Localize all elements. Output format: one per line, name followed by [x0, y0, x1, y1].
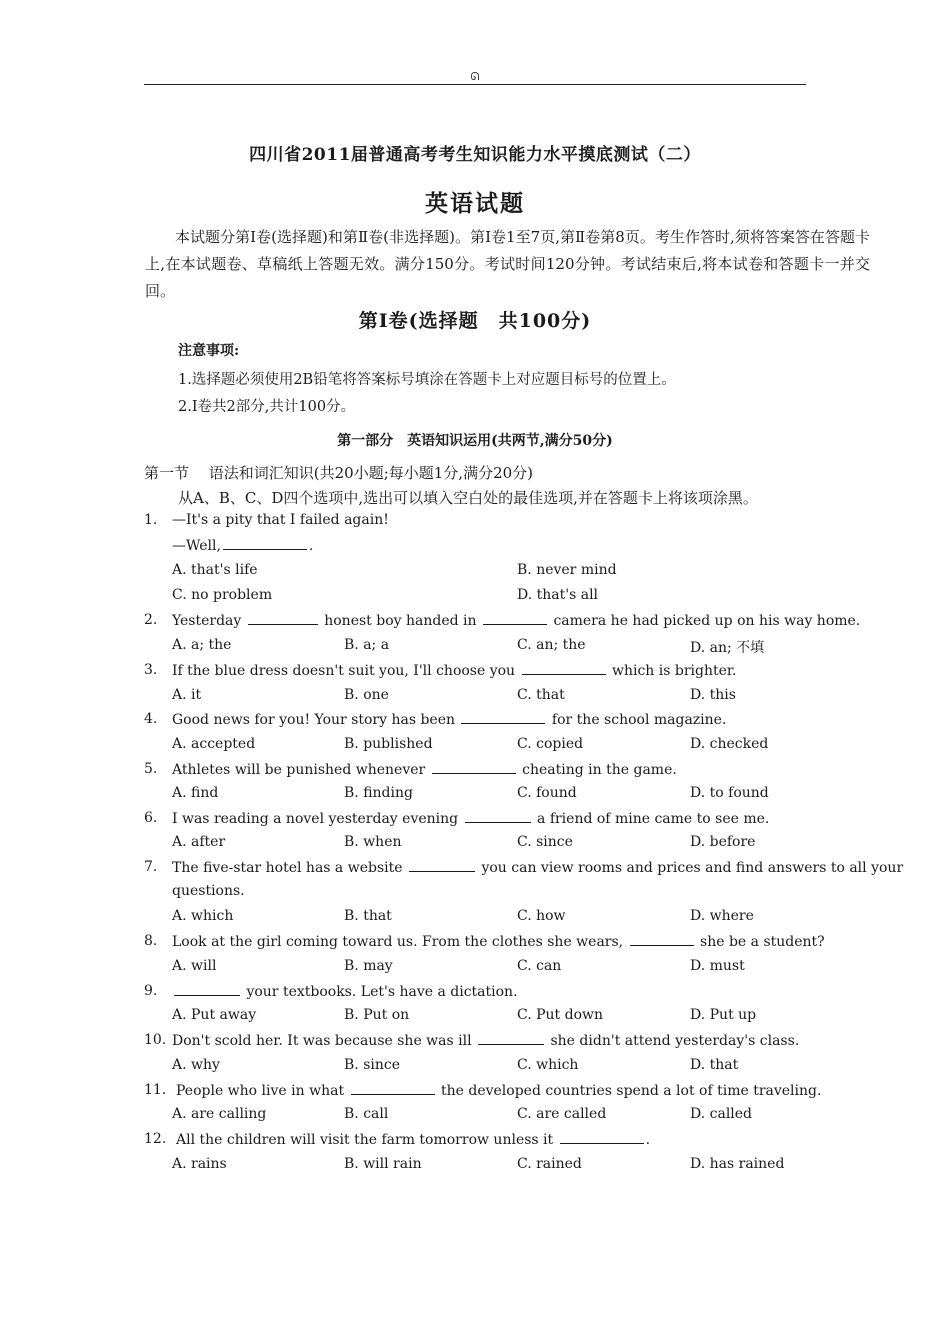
option-a: A. accepted: [172, 736, 256, 752]
answer-blank: [483, 612, 547, 625]
stem-text: —Well,: [172, 538, 221, 554]
exam-title: 四川省2011届普通高考考生知识能力水平摸底测试（二）: [249, 145, 701, 165]
question-stem: [172, 662, 737, 679]
option-c: C. can: [517, 958, 562, 974]
question-stem: [172, 859, 903, 876]
question-number: 2.: [144, 612, 158, 628]
question-stem: [176, 1082, 821, 1099]
stem-text: cheating in the game.: [522, 762, 677, 778]
answer-blank: [223, 537, 307, 550]
option-a: A. are calling: [172, 1106, 267, 1122]
stem-text: Don't scold her. It was because she was ill: [172, 1033, 472, 1049]
stem-text: .: [308, 538, 314, 554]
question-stem: [172, 612, 860, 629]
answer-blank: [248, 612, 318, 625]
option-d: D. called: [690, 1106, 753, 1122]
option-c: C. how: [517, 908, 566, 924]
question-stem: [172, 761, 677, 778]
question-number: 1.: [144, 512, 158, 528]
option-c: C. copied: [517, 736, 584, 752]
part-title: 第一部分 英语知识运用(共两节,满分50分): [337, 433, 613, 449]
option-d: D. to found: [690, 785, 769, 801]
question-stem: [176, 1131, 650, 1148]
stem-text: Good news for you! Your story has been: [172, 712, 456, 728]
answer-blank: [174, 983, 240, 996]
option-b: B. one: [344, 687, 389, 703]
option-d: D. must: [690, 958, 745, 974]
stem-text: she didn't attend yesterday's class.: [550, 1033, 800, 1049]
header-ornament: ᘏ: [470, 70, 480, 83]
option-a: A. after: [172, 834, 226, 850]
option-a: A. it: [172, 687, 202, 703]
option-c: C. since: [517, 834, 573, 850]
header-rule: [144, 84, 806, 85]
stem-text: Yesterday: [172, 613, 242, 629]
stem-text: .: [645, 1132, 651, 1148]
option-a: A. will: [172, 958, 217, 974]
stem-text: All the children will visit the farm tomorrow unless it: [176, 1132, 554, 1148]
question-stem: —It's a pity that I failed again!: [172, 512, 389, 528]
option-a: A. why: [172, 1057, 220, 1073]
option-a: A. that's life: [172, 562, 258, 578]
option-b: B. when: [344, 834, 402, 850]
option-a: A. Put away: [172, 1007, 257, 1023]
question-number: 7.: [144, 859, 158, 875]
option-c: C. are called: [517, 1106, 607, 1122]
stem-text: for the school magazine.: [551, 712, 727, 728]
option-d: D. before: [690, 834, 756, 850]
stem-text: The five-star hotel has a website: [172, 860, 403, 876]
exam-intro: 本试题分第Ⅰ卷(选择题)和第Ⅱ卷(非选择题)。第Ⅰ卷1至7页,第Ⅱ卷第8页。考生作答时,须将答案答在答题卡上,在本试题卷、草稿纸上答题无效。满分150分。考试时间120分钟。考试结束后,将本试卷和答题卡一并交回。: [145, 228, 870, 300]
stem-text: honest boy handed in: [324, 613, 477, 629]
option-a: A. which: [172, 908, 234, 924]
question-number: 3.: [144, 662, 158, 678]
volume-title: 第Ⅰ卷(选择题 共100分): [358, 310, 592, 332]
question-stem: [172, 1032, 799, 1049]
note-item: 2.Ⅰ卷共2部分,共计100分。: [178, 399, 356, 415]
option-d: D. Put up: [690, 1007, 757, 1023]
answer-blank: [630, 933, 694, 946]
stem-text: she be a student?: [700, 934, 825, 950]
option-b: B. call: [344, 1106, 389, 1122]
answer-blank: [432, 761, 516, 774]
option-c: C. no problem: [172, 587, 273, 603]
option-d: D. that's all: [517, 587, 599, 603]
question-number: 8.: [144, 933, 158, 949]
option-d: D. this: [690, 687, 736, 703]
stem-text: the developed countries spend a lot of time traveling.: [440, 1083, 822, 1099]
question-stem-line: questions.: [172, 883, 245, 899]
option-b: B. published: [344, 736, 433, 752]
option-d: D. checked: [690, 736, 769, 752]
stem-text: your textbooks. Let's have a dictation.: [246, 984, 518, 1000]
question-stem: [172, 983, 518, 1000]
section-title: 第一节 语法和词汇知识(共20小题;每小题1分,满分20分): [144, 464, 534, 482]
option-b: B. Put on: [344, 1007, 410, 1023]
option-c: C. found: [517, 785, 577, 801]
question-number: 9.: [144, 983, 158, 999]
answer-blank: [478, 1032, 544, 1045]
option-d: D. has rained: [690, 1156, 785, 1172]
option-b: B. since: [344, 1057, 400, 1073]
question-number: 12.: [144, 1131, 167, 1147]
stem-text: If the blue dress doesn't suit you, I'll choose you: [172, 663, 516, 679]
answer-blank: [461, 711, 545, 724]
answer-blank: [351, 1082, 435, 1095]
stem-text: you can view rooms and prices and find answers to all your: [481, 860, 904, 876]
option-b: B. never mind: [517, 562, 617, 578]
stem-text: camera he had picked up on his way home.: [553, 613, 861, 629]
option-a: A. find: [172, 785, 219, 801]
option-c: C. rained: [517, 1156, 582, 1172]
question-number: 5.: [144, 761, 158, 777]
question-number: 11.: [144, 1082, 167, 1098]
question-stem: [172, 711, 726, 728]
option-a: A. rains: [172, 1156, 227, 1172]
option-b: B. will rain: [344, 1156, 422, 1172]
question-number: 10.: [144, 1032, 167, 1048]
option-b: B. finding: [344, 785, 413, 801]
question-stem: [172, 810, 769, 827]
option-a: A. a; the: [172, 637, 232, 653]
section-description: 从A、B、C、D四个选项中,选出可以填入空白处的最佳选项,并在答题卡上将该项涂黑。: [178, 489, 758, 507]
stem-text: I was reading a novel yesterday evening: [172, 811, 459, 827]
option-b: B. that: [344, 908, 392, 924]
answer-blank: [560, 1131, 644, 1144]
stem-text: a friend of mine came to see me.: [537, 811, 770, 827]
stem-text: People who live in what: [176, 1083, 345, 1099]
question-stem: [172, 933, 825, 950]
stem-text: Athletes will be punished whenever: [172, 762, 426, 778]
stem-text: Look at the girl coming toward us. From the clothes she wears,: [172, 934, 624, 950]
answer-blank: [465, 810, 531, 823]
note-item: 1.选择题必须使用2B铅笔将答案标号填涂在答题卡上对应题目标号的位置上。: [178, 372, 676, 388]
subject-title: 英语试题: [425, 190, 525, 217]
option-d: D. where: [690, 908, 754, 924]
notes-heading: 注意事项:: [178, 343, 240, 359]
option-c: C. which: [517, 1057, 579, 1073]
stem-text: which is brighter.: [611, 663, 737, 679]
question-number: 6.: [144, 810, 158, 826]
answer-blank: [522, 662, 606, 675]
question-stem-line: [172, 537, 313, 554]
option-d: D. an; 不填: [690, 640, 765, 656]
answer-blank: [409, 859, 475, 872]
option-c: C. an; the: [517, 637, 586, 653]
option-c: C. Put down: [517, 1007, 604, 1023]
question-number: 4.: [144, 711, 158, 727]
option-c: C. that: [517, 687, 565, 703]
option-b: B. a; a: [344, 637, 390, 653]
option-b: B. may: [344, 958, 393, 974]
option-d: D. that: [690, 1057, 739, 1073]
